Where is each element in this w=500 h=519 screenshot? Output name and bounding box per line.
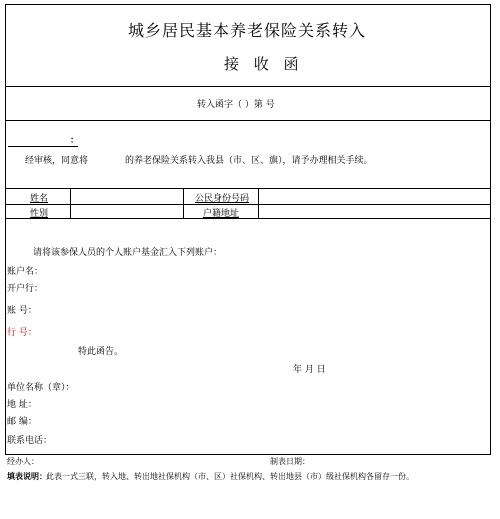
account-instruction: 请将该参保人员的个人账户基金汇入下列账户： bbox=[33, 248, 223, 258]
unit-phone-label: 联系电话： bbox=[7, 436, 53, 446]
form-title: 城乡居民基本养老保险关系转入 bbox=[128, 21, 367, 40]
letter-number-line: 转入函字（ ）第 号 bbox=[197, 100, 275, 110]
table-column-line bbox=[70, 188, 71, 218]
id-number-label: 公民身份号码 bbox=[195, 194, 250, 204]
unit-postcode-label: 邮 编： bbox=[7, 417, 37, 427]
agree-suffix: 的养老保险关系转入我县（市、区、旗），请予办理相关手续。 bbox=[125, 156, 373, 166]
table-middle-line bbox=[5, 204, 491, 205]
table-column-line bbox=[258, 188, 259, 218]
blank-underline bbox=[8, 146, 78, 147]
account-name-label: 账户名： bbox=[7, 267, 44, 277]
handler-label: 经办人： bbox=[7, 457, 39, 466]
unit-address-label: 地 址： bbox=[7, 400, 37, 410]
table-column-line bbox=[183, 188, 184, 218]
bank-label: 开户行： bbox=[7, 284, 44, 294]
unit-name-label: 单位名称（章）： bbox=[7, 383, 75, 393]
bank-number-label: 行 号： bbox=[7, 328, 37, 338]
form-date-label: 制表日期： bbox=[270, 457, 310, 466]
hukou-address-label: 户籍地址 bbox=[203, 209, 240, 219]
account-number-label: 账 号： bbox=[7, 306, 37, 316]
divider-line bbox=[5, 120, 491, 121]
recipient-colon: ： bbox=[70, 136, 80, 146]
divider-line bbox=[5, 86, 491, 87]
form-subtitle: 接 收 函 bbox=[224, 55, 304, 73]
note-text: 此表一式三联，转入地、转出地社保机构（市、区）社保机构、转出地县（市）级社保机构各留存一份。 bbox=[46, 472, 414, 481]
signature-date: 年 月 日 bbox=[293, 365, 326, 375]
gender-label: 性别 bbox=[30, 209, 49, 219]
table-bottom-line bbox=[5, 218, 491, 219]
note-label: 填表说明： bbox=[7, 472, 47, 481]
table-top-line bbox=[5, 188, 491, 189]
agree-prefix: 经审核，同意将 bbox=[25, 156, 89, 166]
name-label: 姓名 bbox=[30, 194, 49, 204]
closing-text: 特此函告。 bbox=[78, 347, 124, 357]
